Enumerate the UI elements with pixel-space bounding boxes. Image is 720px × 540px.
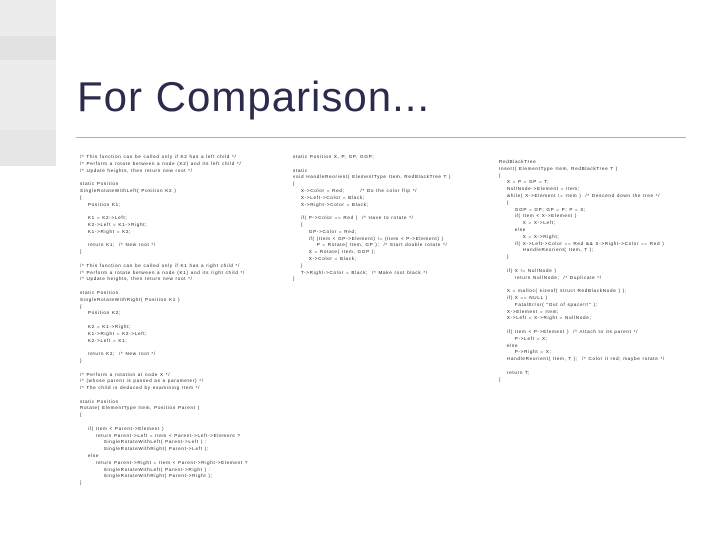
code-line: } bbox=[293, 276, 296, 282]
code-line: X->Color = Red; /* Do the color flip */ bbox=[293, 187, 418, 193]
code-line: SingleRotateWithRight( Parent->Left ); bbox=[80, 446, 209, 452]
code-line: FatalError( "Out of space!!!" ); bbox=[499, 301, 598, 307]
code-line: if( Item < Parent->Element ) bbox=[80, 425, 165, 431]
code-line: { bbox=[293, 181, 296, 187]
code-line: NullNode->Element = Item; bbox=[499, 186, 580, 192]
code-line: Rotate( ElementType Item, Position Parent ) bbox=[80, 405, 200, 411]
code-line: X = X->Left; bbox=[499, 220, 556, 226]
code-line: GP->Color = Red; bbox=[293, 228, 357, 234]
code-line bbox=[499, 363, 665, 370]
code-line: void HandleReorient( ElementType Item, RedBlackTree T ) bbox=[293, 174, 452, 180]
accent-bar-segment bbox=[0, 36, 56, 60]
slide-title: For Comparison... bbox=[77, 73, 431, 120]
code-line: static bbox=[293, 167, 308, 173]
code-line: } bbox=[80, 357, 83, 363]
code-line: SingleRotateWithLeft( Position K2 ) bbox=[80, 187, 177, 193]
code-line: RedBlackTree bbox=[499, 159, 537, 164]
code-line: if( P->Color == Red ) /* Have to rotate */ bbox=[293, 215, 414, 221]
code-line: HandleReorient( Item, T ); /* Color it red; maybe rotate */ bbox=[499, 356, 665, 362]
code-line: if( X->Left->Color == Red && X->Right->Color == Red ) bbox=[499, 240, 665, 246]
code-line: } bbox=[80, 480, 83, 486]
code-line: else bbox=[80, 453, 100, 459]
code-line: X->Element = Item; bbox=[499, 308, 560, 314]
code-line bbox=[499, 322, 665, 329]
code-line bbox=[80, 344, 248, 351]
code-line: T->Right->Color = Black; /* Make root black */ bbox=[293, 269, 428, 275]
code-line bbox=[293, 208, 451, 215]
code-line: X = Rotate( Item, GGP ); bbox=[293, 249, 376, 255]
code-line: K1 = K2->Left; bbox=[80, 215, 128, 221]
code-line bbox=[80, 365, 248, 372]
code-line: X = P = GP = T; bbox=[499, 179, 550, 185]
code-line: K1->Right = K2; bbox=[80, 228, 132, 234]
code-line: K2 = K1->Right; bbox=[80, 323, 132, 329]
code-line: K1->Right = K2->Left; bbox=[80, 330, 148, 336]
code-line: } bbox=[499, 376, 502, 382]
code-line: if( Item < X->Element ) bbox=[499, 213, 578, 219]
code-line: while( X->Element != Item ) /* Descend down the tree */ bbox=[499, 192, 661, 198]
code-line: /* Update heights, then return new root */ bbox=[80, 276, 193, 282]
code-line: } bbox=[80, 249, 83, 255]
code-line: if( X == NULL ) bbox=[499, 294, 548, 300]
code-line: } bbox=[293, 262, 304, 268]
code-line: /* Perform a rotate between a node (K2) and its left child */ bbox=[80, 160, 242, 166]
code-line: static Position bbox=[80, 398, 119, 404]
accent-bar-segment bbox=[0, 130, 56, 166]
code-line: Position K2; bbox=[80, 310, 121, 316]
code-line: Position K1; bbox=[80, 201, 121, 207]
code-line bbox=[80, 256, 248, 263]
code-column-handle-reorient bbox=[293, 154, 451, 283]
code-line: static Position bbox=[80, 289, 119, 295]
code-line: /* The child is deduced by examining Item */ bbox=[80, 385, 201, 391]
code-line: return T; bbox=[499, 369, 530, 375]
code-line bbox=[80, 208, 248, 215]
code-line: P = Rotate( Item, GP ); /* Start double rotate */ bbox=[293, 242, 448, 248]
code-line: { bbox=[499, 172, 502, 178]
code-line bbox=[80, 419, 248, 426]
code-column-insert bbox=[499, 159, 665, 383]
code-line: { bbox=[499, 199, 510, 205]
accent-bar-segment bbox=[0, 60, 56, 130]
code-line bbox=[80, 392, 248, 399]
code-line: X = X->Right; bbox=[499, 233, 560, 239]
code-line bbox=[293, 161, 451, 168]
code-line: if( (Item < GP->Element) != (Item < P->Element) ) bbox=[293, 235, 444, 241]
title-divider bbox=[76, 137, 686, 138]
code-line: /* This function can be called only if K1 has a right child */ bbox=[80, 262, 241, 268]
code-line: return Parent->Left = Item < Parent->Left->Element ? bbox=[80, 432, 241, 438]
code-line: /* Update heights, then return new root */ bbox=[80, 167, 193, 173]
code-line: if( X != NullNode ) bbox=[499, 267, 557, 273]
code-line: return K1; /* New root */ bbox=[80, 242, 156, 248]
code-line bbox=[80, 283, 248, 290]
code-line: X = malloc( sizeof( struct RedBlackNode ) ); bbox=[499, 288, 627, 294]
code-line: X->Color = Black; bbox=[293, 255, 357, 261]
code-line: return K2; /* New root */ bbox=[80, 351, 156, 357]
code-line: P->Left = X; bbox=[499, 335, 548, 341]
code-line: /* (whose parent is passed as a parameter) */ bbox=[80, 378, 204, 384]
code-line: X->Left->Color = Black; bbox=[293, 194, 365, 200]
code-line: } bbox=[499, 254, 510, 260]
code-line bbox=[80, 317, 248, 324]
code-line: return NullNode; /* Duplicate */ bbox=[499, 274, 602, 280]
code-line: X->Right->Color = Black; bbox=[293, 201, 369, 207]
code-line: { bbox=[80, 412, 83, 418]
code-line: else bbox=[499, 342, 519, 348]
code-line: K2->Left = K1->Right; bbox=[80, 221, 148, 227]
accent-bar-segment bbox=[0, 0, 56, 36]
code-line: static Position X, P, GP, GGP; bbox=[293, 154, 375, 159]
code-line: /* This function can be called only if K2 has a left child */ bbox=[80, 154, 237, 159]
code-line: SingleRotateWithLeft( Parent->Right ) : bbox=[80, 466, 211, 472]
code-line: X->Left = X->Right = NullNode; bbox=[499, 315, 592, 321]
code-line: GGP = GP; GP = P; P = X; bbox=[499, 206, 587, 212]
code-line bbox=[499, 261, 665, 268]
code-line: Insert( ElementType Item, RedBlackTree T ) bbox=[499, 165, 618, 171]
code-line: /* Perform a rotation at node X */ bbox=[80, 371, 171, 377]
code-line: static Position bbox=[80, 181, 119, 187]
code-line: if( Item < P->Element ) /* Attach to its parent */ bbox=[499, 328, 639, 334]
code-line: { bbox=[80, 194, 83, 200]
code-line bbox=[80, 236, 248, 243]
code-line: HandleReorient( Item, T ); bbox=[499, 247, 594, 253]
code-line: return Parent->Right = Item < Parent->Right->Element ? bbox=[80, 459, 249, 465]
code-line: P->Right = X; bbox=[499, 349, 552, 355]
code-line: /* Perform a rotate between a node (K1) and its right child */ bbox=[80, 269, 245, 275]
code-column-rotations bbox=[80, 154, 248, 487]
code-line bbox=[80, 174, 248, 181]
code-line: SingleRotateWithLeft( Parent->Left ) : bbox=[80, 439, 208, 445]
code-line: else bbox=[499, 226, 527, 232]
code-line: { bbox=[293, 221, 304, 227]
code-line: { bbox=[80, 303, 83, 309]
code-line: SingleRotateWithRight( Position K1 ) bbox=[80, 296, 181, 302]
code-line bbox=[499, 281, 665, 288]
code-line: K2->Left = K1; bbox=[80, 337, 128, 343]
code-line: SingleRotateWithRight( Parent->Right ); bbox=[80, 473, 213, 479]
